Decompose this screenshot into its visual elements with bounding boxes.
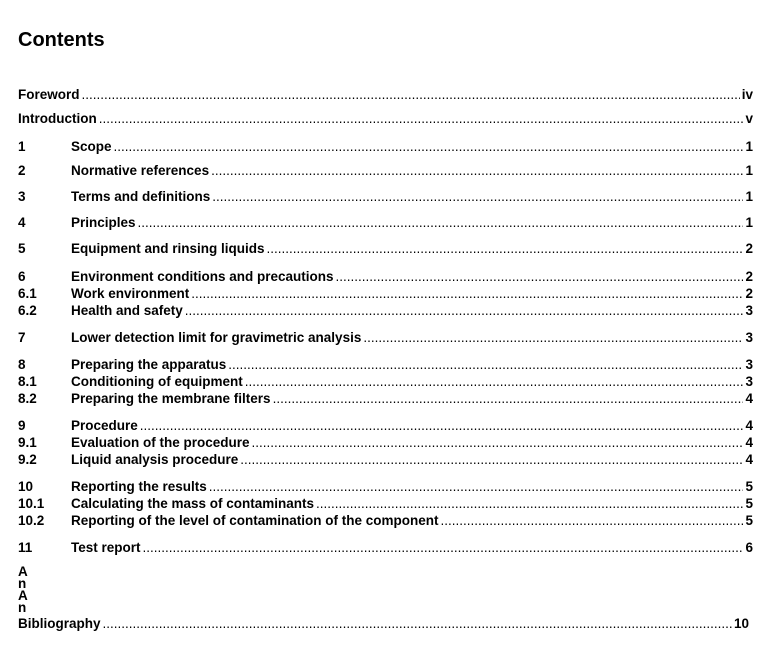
toc-entry-liquid-analysis-procedure[interactable] [18,451,753,468]
toc-entry-equipment-and-rinsing-liquids[interactable] [18,240,753,257]
toc-entry-title: Scope [71,139,112,154]
toc-entry-page: 6 [745,540,753,555]
toc-entry-title: Test report [71,540,141,555]
toc-entry-number: 4 [18,215,26,230]
dot-leader [185,302,744,319]
toc-entry-title: Preparing the apparatus [71,357,227,372]
toc-entry-number: 5 [18,241,26,256]
toc-entry-principles[interactable] [18,214,753,231]
toc-entry-number: 10 [18,479,34,494]
toc-entry-title: Equipment and rinsing liquids [71,241,265,256]
toc-entry-page: 1 [745,163,753,178]
toc-entry-page: 2 [745,241,753,256]
annex-fragment-letter: A [18,564,28,579]
toc-entry-number: 6.1 [18,286,37,301]
toc-entry-title: Evaluation of the procedure [71,435,250,450]
toc-entry-preparing-the-apparatus[interactable] [18,356,753,373]
toc-entry-number: 7 [18,330,26,345]
dot-leader [211,162,743,179]
toc-entry-foreword[interactable] [18,86,753,103]
dot-leader [99,110,744,127]
toc-entry-page: 3 [745,330,753,345]
toc-entry-page: 5 [745,479,753,494]
toc-entry-number: 9.1 [18,435,37,450]
toc-entry-page: 1 [745,215,753,230]
toc-entry-number: 2 [18,163,26,178]
toc-entry-number: 1 [18,139,26,154]
dot-leader [267,240,744,257]
annex-fragment-letter: A [18,588,28,603]
toc-entry-page: 4 [745,435,753,450]
dot-leader [143,539,744,556]
dot-leader [228,356,743,373]
toc-entry-title: Foreword [18,87,80,102]
toc-entry-title: Introduction [18,111,97,126]
dot-leader [240,451,743,468]
toc-entry-number: 6.2 [18,303,37,318]
toc-entry-title: Environment conditions and precautions [71,269,334,284]
annex-fragment-letter: n [18,576,27,591]
toc-entry-introduction[interactable] [18,110,753,127]
toc-entry-number: 10.2 [18,513,45,528]
toc-entry-number: 6 [18,269,26,284]
dot-leader [212,188,743,205]
toc-entry-number: 3 [18,189,26,204]
dot-leader [140,417,744,434]
toc-entry-bibliography[interactable] [18,615,749,632]
toc-entry-title: Procedure [71,418,138,433]
toc-entry-page: 3 [745,303,753,318]
dot-leader [191,285,743,302]
toc-entry-title: Calculating the mass of contaminants [71,496,315,511]
toc-entry-test-report[interactable] [18,539,753,556]
toc-entry-title: Health and safety [71,303,183,318]
toc-entry-number: 11 [18,540,33,555]
toc-entry-reporting-level-contamination[interactable] [18,512,753,529]
dot-leader [138,214,744,231]
toc-entry-calculating-mass[interactable] [18,495,753,512]
toc-entry-title: Work environment [71,286,190,301]
annex-fragment-text [18,566,32,614]
dot-leader [336,268,744,285]
toc-entry-terms-and-definitions[interactable] [18,188,753,205]
toc-entry-title: Normative references [71,163,210,178]
page-title: Contents [18,29,105,51]
toc-entry-reporting-the-results[interactable] [18,478,753,495]
toc-entry-evaluation-of-procedure[interactable] [18,434,753,451]
toc-entry-title: Reporting of the level of contamination of the component [71,513,439,528]
toc-entry-title: Terms and definitions [71,189,211,204]
dot-leader [209,478,744,495]
toc-entry-normative-references[interactable] [18,162,753,179]
toc-entry-lower-detection-limit[interactable] [18,329,753,346]
dot-leader [82,86,740,103]
toc-entry-number: 10.1 [18,496,45,511]
toc-entry-number: 8 [18,357,26,372]
dot-leader [245,373,744,390]
toc-entry-environment-conditions[interactable] [18,268,753,285]
toc-entry-title: Reporting the results [71,479,207,494]
toc-entry-number: 8.1 [18,374,37,389]
toc-entry-procedure[interactable] [18,417,753,434]
toc-entry-page: 5 [745,513,753,528]
dot-leader [363,329,743,346]
toc-entry-preparing-membrane-filters[interactable] [18,390,753,407]
toc-entry-title: Lower detection limit for gravimetric analysis [71,330,362,345]
toc-entry-page: 3 [745,357,753,372]
toc-entry-title: Principles [71,215,136,230]
toc-entry-page: 1 [745,189,753,204]
toc-entry-title: Bibliography [18,616,101,631]
dot-leader [114,138,744,155]
toc-entry-page: iv [741,87,753,102]
dot-leader [441,512,744,529]
toc-entry-page: v [745,111,753,126]
toc-entry-number: 9.2 [18,452,37,467]
dot-leader [316,495,743,512]
toc-entry-page: 1 [745,139,753,154]
annex-fragment-letter: n [18,600,27,615]
toc-entry-page: 5 [745,496,753,511]
toc-entry-page: 4 [745,452,753,467]
dot-leader [103,615,732,632]
toc-entry-title: Liquid analysis procedure [71,452,239,467]
toc-entry-conditioning-of-equipment[interactable] [18,373,753,390]
dot-leader [252,434,744,451]
toc-entry-page: 4 [745,418,753,433]
toc-entry-page: 4 [745,391,753,406]
toc-entry-page: 3 [745,374,753,389]
toc-entry-number: 8.2 [18,391,37,406]
toc-entry-page: 2 [745,269,753,284]
toc-entry-page: 10 [733,616,749,631]
toc-entry-health-and-safety[interactable] [18,302,753,319]
toc-entry-page: 2 [745,286,753,301]
dot-leader [273,390,744,407]
toc-entry-title: Preparing the membrane filters [71,391,271,406]
toc-entry-work-environment[interactable] [18,285,753,302]
toc-entry-scope[interactable] [18,138,753,155]
toc-entry-number: 9 [18,418,26,433]
toc-entry-title: Conditioning of equipment [71,374,243,389]
